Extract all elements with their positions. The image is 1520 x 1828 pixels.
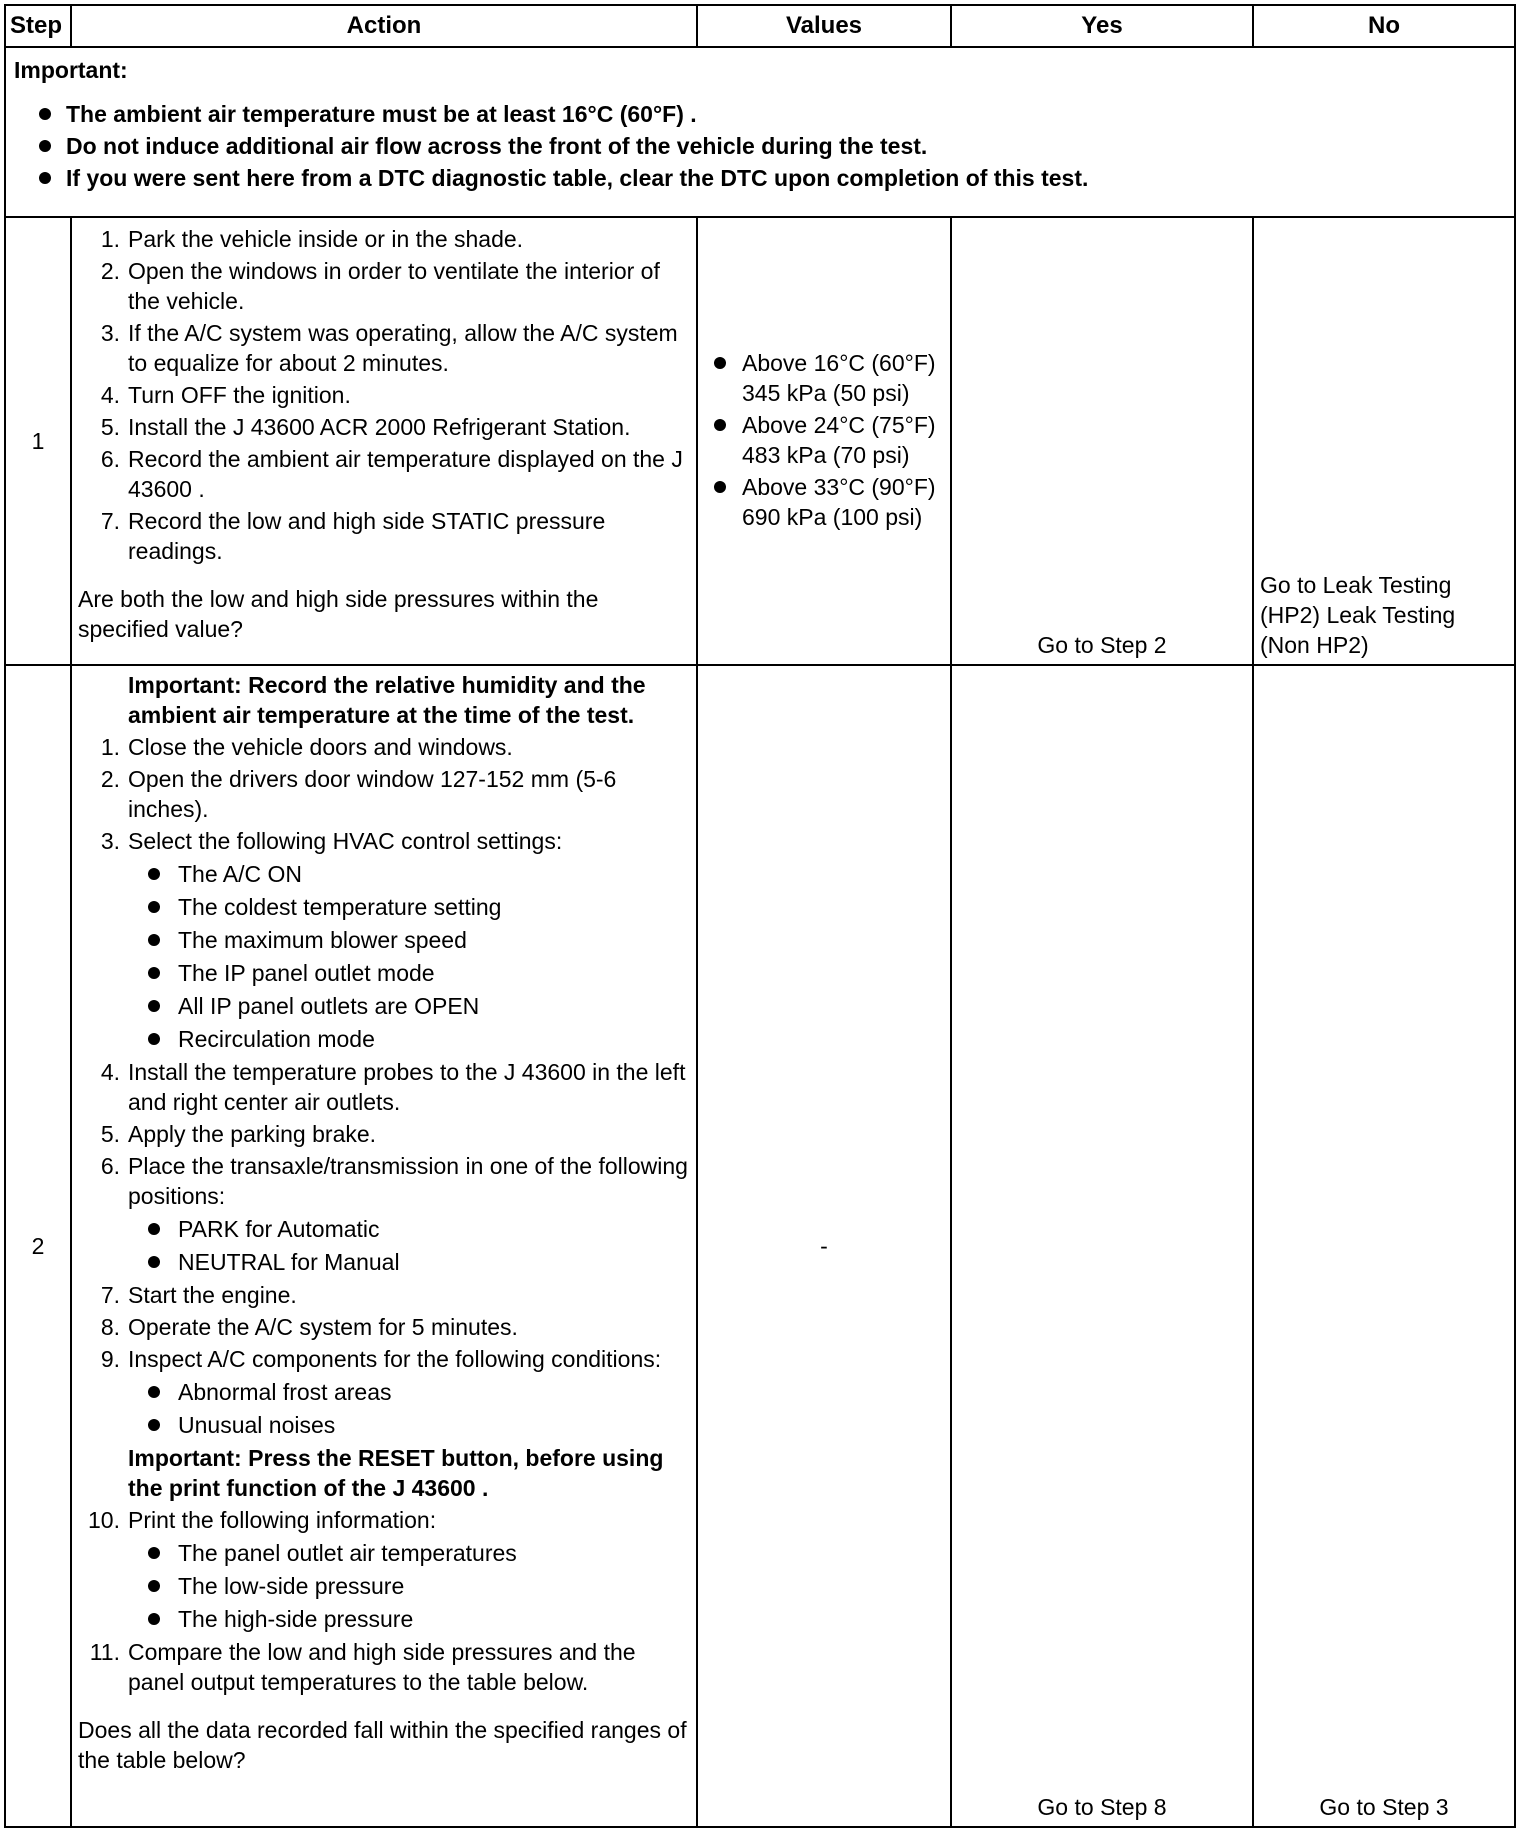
action-item [78,732,690,762]
action-item [78,444,690,504]
action-number: 8. [100,1314,120,1340]
step-values: - [697,665,951,1827]
header-step: Step [5,5,71,47]
action-item [78,1312,690,1342]
sub-item: The IP panel outlet mode [128,958,690,988]
action-item [78,1280,690,1310]
action-number: 7. [100,1282,120,1308]
action-text: Compare the low and high side pressures and the panel output temperatures to the table below. [128,1639,636,1695]
sub-item: Unusual noises [128,1410,690,1440]
important-bullet: The ambient air temperature must be at least 16°C (60°F) . [14,98,1506,130]
action-list [78,224,690,566]
action-number: 2. [100,766,120,792]
important-cell [5,47,1515,217]
action-text: Select the following HVAC control settings: [128,828,563,854]
step-question: Does all the data recorded fall within the specified ranges of the table below? [78,1717,687,1773]
action-item [78,1057,690,1117]
values-list [706,348,942,532]
sub-item: Abnormal frost areas [128,1377,690,1407]
step-yes: Go to Step 2 [951,217,1253,665]
sub-list [128,1377,690,1440]
sub-list [128,1538,690,1634]
step-question: Are both the low and high side pressures within the specified value? [78,586,599,642]
action-item [78,506,690,566]
value-item: Above 16°C (60°F) 345 kPa (50 psi) [706,348,942,408]
action-item [78,1151,690,1277]
action-text: Turn OFF the ignition. [128,382,351,408]
sub-item: All IP panel outlets are OPEN [128,991,690,1021]
action-text: Record the low and high side STATIC pressure readings. [128,508,606,564]
action-number: 1. [100,734,120,760]
action-number: 6. [100,446,120,472]
action-text: Start the engine. [128,1282,297,1308]
action-number: 4. [100,1059,120,1085]
sub-item: The maximum blower speed [128,925,690,955]
action-list [78,732,690,1440]
header-no: No [1253,5,1515,47]
important-title: Important: [14,57,128,83]
action-item [78,1119,690,1149]
sub-item: The A/C ON [128,859,690,889]
step-row-2 [5,665,1515,1827]
action-text: Open the drivers door window 127-152 mm (5-6 inches). [128,766,617,822]
sub-item: NEUTRAL for Manual [128,1247,690,1277]
action-number: 3. [100,320,120,346]
action-item [78,256,690,316]
action-number: 11. [89,1639,120,1665]
action-item [78,764,690,824]
sub-list [128,1214,690,1277]
sub-item: The panel outlet air temperatures [128,1538,690,1568]
action-item [78,380,690,410]
step-no: Go to Leak Testing (HP2) Leak Testing (Non HP2) [1253,217,1515,665]
action-text: Install the J 43600 ACR 2000 Refrigerant Station. [128,414,631,440]
action-text: Apply the parking brake. [128,1121,377,1147]
action-number: 9. [100,1346,120,1372]
action-item [78,1505,690,1634]
action-number: 1. [100,226,120,252]
action-number: 3. [100,828,120,854]
sub-list [128,859,690,1054]
action-number: 7. [100,508,120,534]
step-row-1 [5,217,1515,665]
sub-item: The high-side pressure [128,1604,690,1634]
action-number: 4. [100,382,120,408]
sub-item: Recirculation mode [128,1024,690,1054]
header-row [5,5,1515,47]
important-list [14,98,1506,194]
important-note: Important: Record the relative humidity and the ambient air temperature at the time of the test. [128,672,646,728]
action-list [78,1505,690,1697]
sub-item: The low-side pressure [128,1571,690,1601]
action-number: 6. [100,1153,120,1179]
action-text: If the A/C system was operating, allow the A/C system to equalize for about 2 minutes. [128,320,678,376]
step-action [71,665,697,1827]
action-text: Operate the A/C system for 5 minutes. [128,1314,518,1340]
action-item [78,1637,690,1697]
action-item [78,1344,690,1440]
diagnostic-table [4,4,1516,1828]
step-number: 1 [5,217,71,665]
step-values [697,217,951,665]
action-item [78,826,690,1054]
important-bullet: If you were sent here from a DTC diagnostic table, clear the DTC upon completion of this test. [14,162,1506,194]
sub-item: PARK for Automatic [128,1214,690,1244]
action-text: Park the vehicle inside or in the shade. [128,226,524,252]
action-text: Place the transaxle/transmission in one of the following positions: [128,1153,688,1209]
action-number: 2. [100,258,120,284]
action-text: Open the windows in order to ventilate the interior of the vehicle. [128,258,660,314]
action-text: Close the vehicle doors and windows. [128,734,513,760]
action-text: Record the ambient air temperature displayed on the J 43600 . [128,446,683,502]
step-action [71,217,697,665]
action-item [78,412,690,442]
action-item [78,318,690,378]
action-number: 5. [100,414,120,440]
important-row [5,47,1515,217]
sub-item: The coldest temperature setting [128,892,690,922]
action-text: Print the following information: [128,1507,437,1533]
action-item [78,224,690,254]
action-text: Install the temperature probes to the J 43600 in the left and right center air outlets. [128,1059,686,1115]
action-text: Inspect A/C components for the following conditions: [128,1346,662,1372]
action-number: 10. [88,1507,120,1533]
important-note: Important: Press the RESET button, before using the print function of the J 43600 . [128,1445,664,1501]
header-action: Action [71,5,697,47]
header-yes: Yes [951,5,1253,47]
important-bullet: Do not induce additional air flow across the front of the vehicle during the test. [14,130,1506,162]
value-item: Above 24°C (75°F) 483 kPa (70 psi) [706,410,942,470]
step-yes: Go to Step 8 [951,665,1253,1827]
action-number: 5. [100,1121,120,1147]
step-number: 2 [5,665,71,1827]
step-no: Go to Step 3 [1253,665,1515,1827]
header-values: Values [697,5,951,47]
value-item: Above 33°C (90°F) 690 kPa (100 psi) [706,472,942,532]
